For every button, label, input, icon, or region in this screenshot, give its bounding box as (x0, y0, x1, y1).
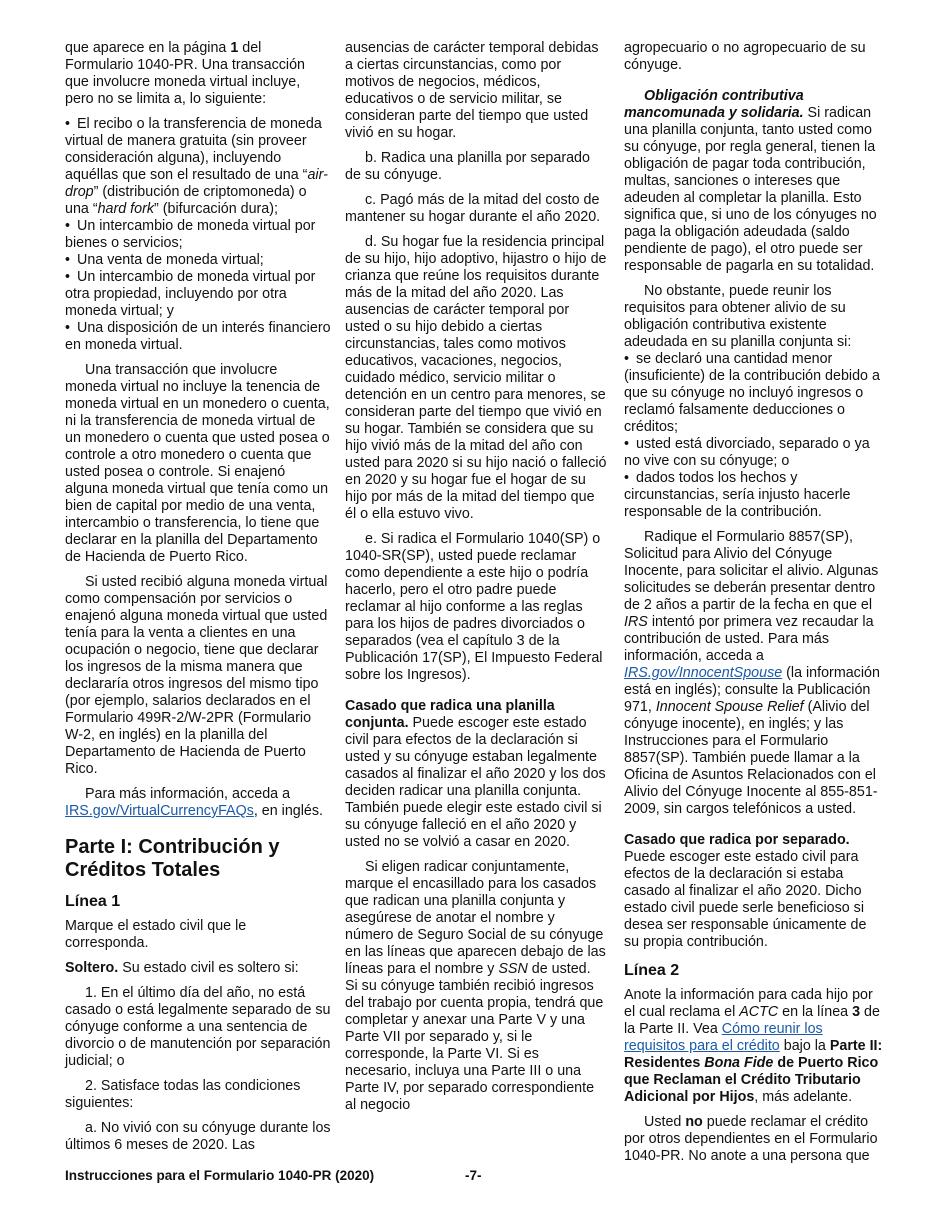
paragraph: Casado que radica una planilla conjunta. Puede escoger este estado civil para efectos de la declaración si usted y su cónyuge estaban legalmente casados al finalizar el año 2020 y los dos deciden radicar una planilla conjunta. También puede elegir este estado civil si su cónyuge falleció en el año 2020 y usted no se volvió a casar en 2020. (345, 698, 606, 850)
line-heading: Línea 1 (65, 893, 121, 910)
innocent-spouse-link[interactable]: IRS.gov/InnocentSpouse (624, 665, 783, 681)
paragraph: Anote la información para cada hijo por el cual reclama el ACTC en la línea 3 de la Parte II. Vea Cómo reunir los requisitos para el crédito bajo la Parte II: Residentes Bona Fide de Puerto Rico que Reclaman el Crédito Tributario Adicional por Hijos, más adelante. (624, 987, 883, 1105)
paragraph: Si usted recibió alguna moneda virtual como compensación por servicios o enajenó alguna moneda virtual que usted tenía para la venta a clientes en una ocupación o negocio, tiene que declarar los ingresos de la misma manera que declararía otros ingresos del mismo tipo (por ejemplo, salarios declarados en el Formulario 499R-2/W-2PR (Formulario W-2, en inglés) en la planilla del Departamento de Hacienda de Puerto Rico. (65, 574, 328, 777)
list-item: • dados todos los hechos y circunstancias, sería injusto hacerle responsable de la contribución. (624, 470, 851, 520)
list-item: • Un intercambio de moneda virtual por bienes o servicios; (65, 218, 316, 251)
list-item: • usted está divorciado, separado o ya no vive con su cónyuge; o (624, 436, 870, 469)
list-item: • Una disposición de un interés financiero en moneda virtual. (65, 320, 331, 353)
paragraph: Marque el estado civil que le corresponda. (65, 918, 247, 951)
column-2 (345, 40, 607, 1122)
paragraph: Para más información, acceda a IRS.gov/VirtualCurrencyFAQs, en inglés. (65, 786, 323, 819)
bullet-list (65, 116, 331, 354)
column-3 (624, 40, 884, 1173)
footer-title: Instrucciones para el Formulario 1040-PR (2020) (65, 1168, 375, 1183)
paragraph: 1. En el último día del año, no está casado o está legalmente separado de su cónyuge conforme a una sentencia de divorcio o de manutención por separación judicial; o (65, 985, 331, 1069)
paragraph: que aparece en la página 1 del Formulario 1040-PR. Una transacción que involucre moneda virtual incluye, pero no se limita a, lo siguiente: (65, 40, 305, 107)
list-item: • El recibo o la transferencia de moneda virtual de manera gratuita (sin proveer consideración alguna), incluyendo aquéllas que son el resultado de una “air-drop” (distribución de criptomoneda) o una “hard fork” (bifurcación dura); (65, 116, 328, 217)
paragraph: d. Su hogar fue la residencia principal de su hijo, hijo adoptivo, hijastro o hijo de crianza que reúne los requisitos durante más de la mitad del año 2020. Las ausencias de carácter temporal por usted o su hijo debido a ciertas circunstancias, tales como motivos educativos, vacaciones, negocios, cuidado médico, servicio militar o detención en un centro para menores, se consideran parte del tiempo que vivió en su hogar. También se considera que su hijo vivió más de la mitad del año con usted para 2020 si su hijo nació o falleció en 2020 y su hogar fue el hogar de su hijo por más de la mitad del tiempo que él o ella estuvo vivo. (345, 234, 607, 522)
page-number: -7- (465, 1168, 482, 1183)
qualify-credit-link[interactable]: Cómo reunir los requisitos para el crédito (624, 1021, 823, 1054)
paragraph: No obstante, puede reunir los requisitos para obtener alivio de su obligación contributiva existente adeudada en su planilla conjunta si: (624, 283, 852, 350)
paragraph: agropecuario o no agropecuario de su cónyuge. (624, 40, 866, 73)
paragraph: ausencias de carácter temporal debidas a ciertas circunstancias, como por motivos de negocios, médicos, educativos o de servicio militar, se consideran parte del tiempo que usted vivió en su hogar. (345, 40, 599, 141)
paragraph: Si eligen radicar conjuntamente, marque el encasillado para los casados que radican una planilla conjunta y asegúrese de anotar el nombre y número de Seguro Social de su cónyuge en las líneas que aparecen debajo de las líneas para el nombre y SSN de usted. Si su cónyuge también recibió ingresos del trabajo por cuenta propia, tendrá que completar y anexar una Parte V y una Parte VII por separado y, si le corresponde, la Parte VI. Si es necesario, incluya una Parte III o una Parte IV, por separado correspondiente al negocio (345, 859, 606, 1113)
column-1 (65, 40, 331, 1162)
paragraph: a. No vivió con su cónyuge durante los últimos 6 meses de 2020. Las (65, 1120, 331, 1153)
list-item: • Un intercambio de moneda virtual por otra propiedad, incluyendo por otra moneda virtual; y (65, 269, 316, 319)
paragraph: Obligación contributiva mancomunada y solidaria. Si radican una planilla conjunta, tanto usted como su cónyuge, por regla general, tienen la obligación de pagar toda contribución, multas, sanciones o intereses que adeuden al completar la planilla. Esto significa que, si uno de los cónyuges no paga la obligación adeudada (saldo pendiente de pago), el otro puede ser responsable de pagarla en su totalidad. (624, 88, 877, 274)
paragraph: b. Radica una planilla por separado de su cónyuge. (345, 150, 590, 183)
paragraph: e. Si radica el Formulario 1040(SP) o 1040-SR(SP), usted puede reclamar como dependiente a este hijo o podría hacerlo, pero el otro padre puede reclamar al hijo conforme a las reglas para los hijos de padres divorciados o separados (vea el capítulo 3 de la Publicación 17(SP), El Impuesto Federal sobre los Ingresos). (345, 531, 603, 683)
paragraph: Casado que radica por separado. Puede escoger este estado civil para efectos de la declaración si estaba casado al finalizar el año 2020. Dicho estado civil puede serle beneficioso si desea ser responsable únicamente de su propia contribución. (624, 832, 867, 950)
paragraph: Soltero. Su estado civil es soltero si: (65, 960, 299, 976)
paragraph: Radique el Formulario 8857(SP), Solicitud para Alivio del Cónyuge Inocente, para solicitar el alivio. Algunas solicitudes se deberán presentar dentro de 2 años a partir de la fecha en que el IRS intentó por primera vez recaudar la contribución de usted. Para más información, acceda a IRS.gov/InnocentSpouse (la información está en inglés); consulte la Publicación 971, Innocent Spouse Relief (Alivio del cónyuge inocente), en inglés; y las Instrucciones para el Formulario 8857(SP). También puede llamar a la Oficina de Asuntos Relacionados con el Alivio del Cónyuge Inocente al 855-851-2009, sin cargos telefónicos a usted. (624, 529, 880, 817)
paragraph: Usted no puede reclamar el crédito por otros dependientes en el Formulario 1040-PR. No anote a una persona que (624, 1114, 878, 1164)
paragraph: c. Pagó más de la mitad del costo de mantener su hogar durante el año 2020. (345, 192, 601, 225)
virtual-currency-faqs-link[interactable]: IRS.gov/VirtualCurrencyFAQs (65, 803, 254, 819)
list-item: • Una venta de moneda virtual; (65, 252, 264, 268)
list-item: • se declaró una cantidad menor (insuficiente) de la contribución debido a que su cónyuge no incluyó ingresos o reclamó falsamente deducciones o créditos; (624, 351, 880, 435)
paragraph: Una transacción que involucre moneda virtual no incluye la tenencia de moneda virtual en un monedero o cuenta, ni la transferencia de moneda virtual de un monedero o cuenta que usted posea o controle a otro monedero o cuenta que usted posea o controle. Si enajenó alguna moneda virtual que tenía como un bien de capital por medio de una venta, intercambio o transferencia, lo tiene que declarar en la planilla del Departamento de Hacienda de Puerto Rico. (65, 362, 330, 565)
line-heading: Línea 2 (624, 962, 680, 979)
paragraph: 2. Satisface todas las condiciones siguientes: (65, 1078, 301, 1111)
bullet-list (624, 351, 884, 521)
section-heading: Parte I: Contribución y Créditos Totales (65, 836, 280, 881)
